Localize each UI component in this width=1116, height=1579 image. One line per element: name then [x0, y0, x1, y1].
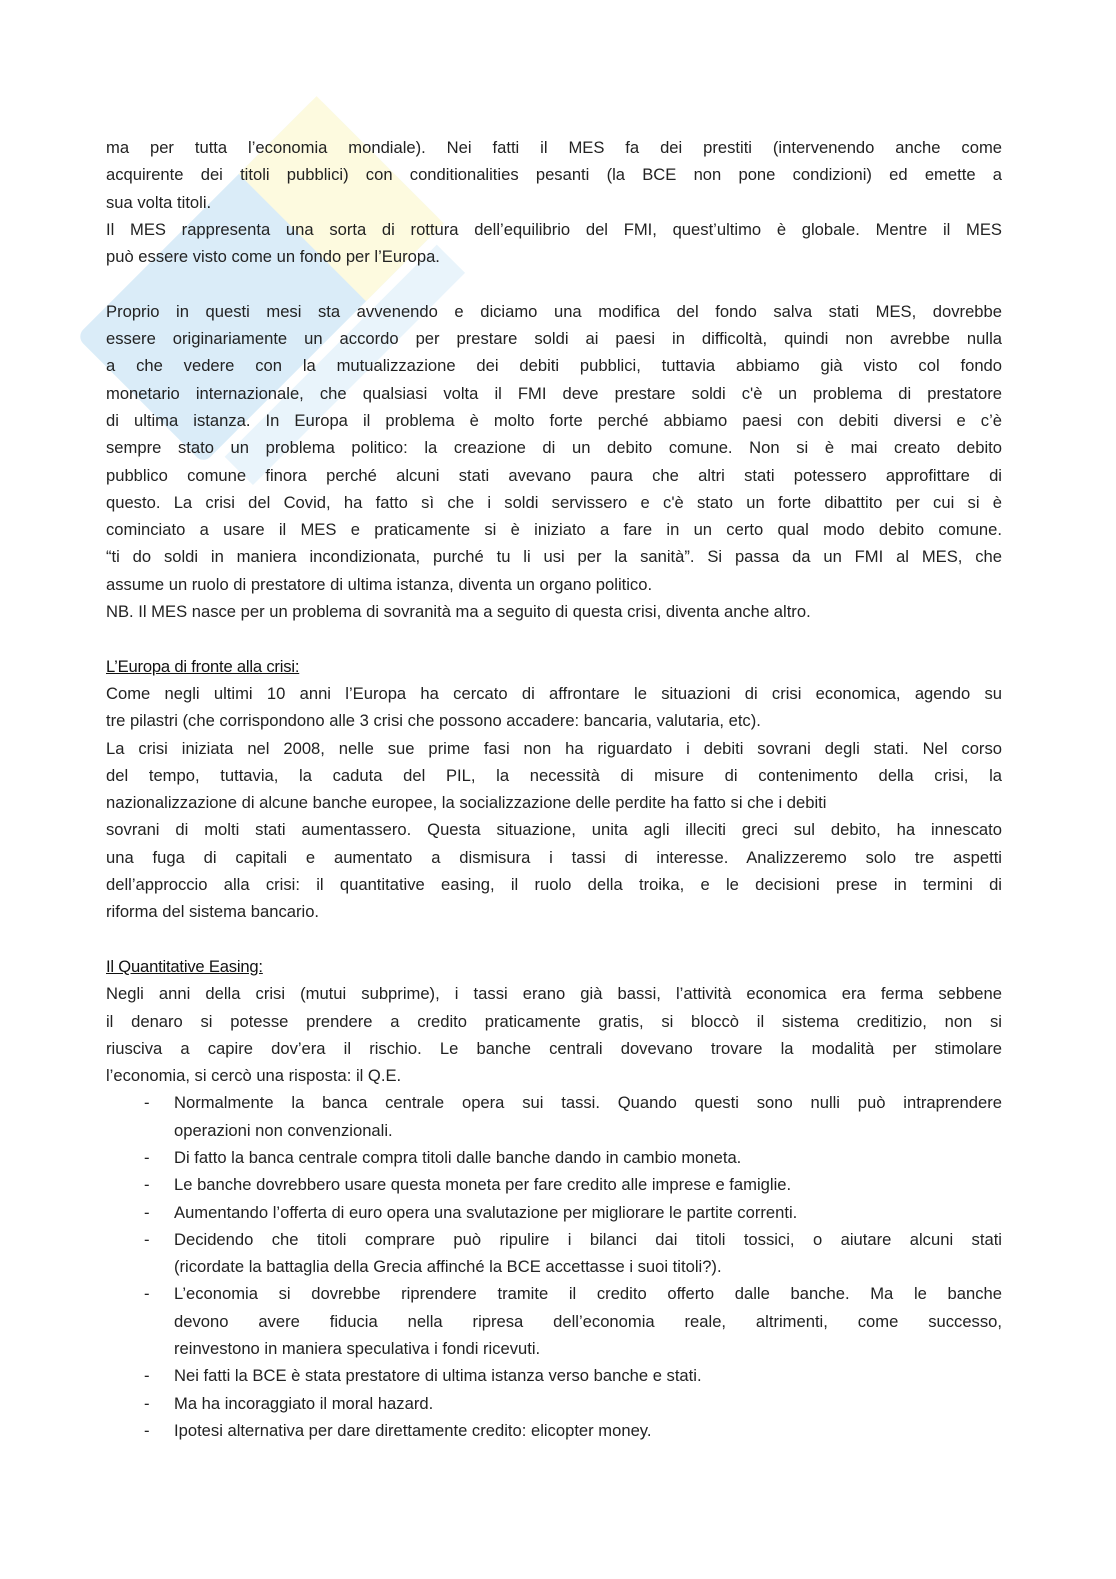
- text-line: NB. Il MES nasce per un problema di sovranità ma a seguito di questa crisi, diventa anche altro.: [106, 602, 811, 622]
- bullet-item: [106, 1089, 1002, 1144]
- text-line: devono avere fiducia nella ripresa dell’economia reale, altrimenti, come successo,: [174, 1311, 1002, 1331]
- bullet-item: [106, 1417, 1002, 1444]
- bullet-dash: -: [144, 1393, 150, 1413]
- text-line: reinvestono in maniera speculativa i fondi ricevuti.: [174, 1339, 541, 1359]
- text-line: ma per tutta l’economia mondiale). Nei fatti il MES fa dei prestiti (intervenendo anche come: [106, 138, 1002, 157]
- bullet-dash: -: [144, 1229, 150, 1249]
- text-line: Aumentando l’offerta di euro opera una svalutazione per migliorare le partite correnti.: [174, 1202, 798, 1222]
- text-line: sua volta titoli.: [106, 192, 212, 212]
- bullet-text: [174, 1089, 1002, 1144]
- text-line: a che vedere con la mutualizzazione dei debiti pubblici, tuttavia abbiamo già visto col fondo: [106, 356, 1002, 376]
- text-line: Normalmente la banca centrale opera sui tassi. Quando questi sono nulli può intraprendere: [174, 1093, 1002, 1113]
- blank-line: [106, 926, 1002, 953]
- text-line: tre pilastri (che corrispondono alle 3 crisi che possono accadere: bancaria, valutaria, etc).: [106, 711, 761, 731]
- text-line: essere originariamente un accordo per prestare soldi ai paesi in difficoltà, quindi non avrebbe nulla: [106, 329, 1002, 349]
- text-line: l’economia, si cercò una risposta: il Q.E.: [106, 1066, 402, 1086]
- text-line: sovrani di molti stati aumentassero. Questa situazione, unita agli illeciti greci sul debito, ha innescato: [106, 820, 1002, 840]
- bullet-text: [174, 1171, 1002, 1198]
- bullet-text: [174, 1390, 1002, 1417]
- paragraph: [106, 298, 1002, 598]
- text-line: riusciva a capire dov’era il rischio. Le banche centrali dovevano trovare la modalità per stimolare: [106, 1038, 1002, 1058]
- bullet-text: [174, 1199, 1002, 1226]
- text-line: acquirente dei titoli pubblici) con conditionalities pesanti (la BCE non pone condizioni) ed emette a: [106, 165, 1002, 185]
- text-line: del tempo, tuttavia, la caduta del PIL, la necessità di misure di contenimento della crisi, la: [106, 765, 1002, 785]
- text-line: Proprio in questi mesi sta avvenendo e diciamo una modifica del fondo salva stati MES, dovrebbe: [106, 301, 1002, 321]
- text-line: questo. La crisi del Covid, ha fatto sì che i soldi servissero e c'è stato un forte dibattito per cui si è: [106, 492, 1002, 512]
- text-line: cominciato a usare il MES e praticamente si è iniziato a fare in un certo qual modo debito comune.: [106, 520, 1002, 540]
- bullet-item: [106, 1390, 1002, 1417]
- bullet-item: [106, 1280, 1002, 1362]
- bullet-dash: -: [144, 1093, 150, 1113]
- section-heading: L’Europa di fronte alla crisi:: [106, 656, 300, 676]
- text-line: il denaro si potesse prendere a credito praticamente gratis, si bloccò il sistema creditizio, non si: [106, 1011, 1002, 1031]
- text-line: Come negli ultimi 10 anni l’Europa ha cercato di affrontare le situazioni di crisi economica, agendo su: [106, 683, 1002, 703]
- text-line: Nei fatti la BCE è stata prestatore di ultima istanza verso banche e stati.: [174, 1366, 702, 1386]
- document-body: [106, 134, 1002, 1444]
- bullet-dash: -: [144, 1147, 150, 1167]
- text-line: sempre stato un problema politico: la creazione di un debito comune. Non si è mai creato debito: [106, 438, 1002, 458]
- text-line: Ma ha incoraggiato il moral hazard.: [174, 1393, 434, 1413]
- paragraph: [106, 735, 1002, 926]
- bullet-text: [174, 1144, 1002, 1171]
- bullet-item: [106, 1171, 1002, 1198]
- text-line: dell’approccio alla crisi: il quantitative easing, il ruolo della troika, e le decisioni prese in termini di: [106, 875, 1002, 895]
- text-line: riforma del sistema bancario.: [106, 902, 320, 922]
- bullet-dash: -: [144, 1366, 150, 1386]
- section-heading: Il Quantitative Easing:: [106, 956, 263, 976]
- paragraph: [106, 680, 1002, 735]
- text-line: pubblico comune finora perché alcuni stati avevano paura che altri stati potessero approfittare di: [106, 465, 1002, 485]
- text-line: può essere visto come un fondo per l’Europa.: [106, 247, 440, 267]
- text-line: (ricordate la battaglia della Grecia affinché la BCE accettasse i suoi titoli?).: [174, 1257, 722, 1277]
- bullet-item: [106, 1144, 1002, 1171]
- text-line: “ti do soldi in maniera incondizionata, purché tu li usi per la sanità”. Si passa da un FMI al MES, che: [106, 547, 1002, 567]
- bullet-text: [174, 1226, 1002, 1281]
- bullet-dash: -: [144, 1202, 150, 1222]
- bullet-text: [174, 1417, 1002, 1444]
- text-line: monetario internazionale, che qualsiasi volta il FMI deve prestare soldi c'è un problema di prestatore: [106, 383, 1002, 403]
- text-line: operazioni non convenzionali.: [174, 1120, 393, 1140]
- paragraph: [106, 134, 1002, 216]
- paragraph: [106, 980, 1002, 1089]
- text-line: Ipotesi alternativa per dare direttamente credito: elicopter money.: [174, 1420, 652, 1440]
- text-line: Di fatto la banca centrale compra titoli dalle banche dando in cambio moneta.: [174, 1147, 742, 1167]
- blank-line: [106, 625, 1002, 652]
- text-line: nazionalizzazione di alcune banche europee, la socializzazione delle perdite ha fatto si che i debiti: [106, 793, 827, 813]
- bullet-dash: -: [144, 1420, 150, 1440]
- bullet-item: [106, 1362, 1002, 1389]
- bullet-dash: -: [144, 1175, 150, 1195]
- paragraph: [106, 216, 1002, 271]
- bullet-text: [174, 1280, 1002, 1362]
- bullet-item: [106, 1226, 1002, 1281]
- paragraph: [106, 598, 1002, 625]
- bullet-dash: -: [144, 1284, 150, 1304]
- text-line: La crisi iniziata nel 2008, nelle sue prime fasi non ha riguardato i debiti sovrani degli stati. Nel corso: [106, 738, 1002, 758]
- text-line: L’economia si dovrebbe riprendere tramite il credito offerto dalle banche. Ma le banche: [174, 1284, 1002, 1304]
- text-line: assume un ruolo di prestatore di ultima istanza, diventa un organo politico.: [106, 574, 653, 594]
- blank-line: [106, 270, 1002, 297]
- text-line: Decidendo che titoli comprare può ripulire i bilanci dai titoli tossici, o aiutare alcuni stati: [174, 1229, 1002, 1249]
- bullet-text: [174, 1362, 1002, 1389]
- bullet-item: [106, 1199, 1002, 1226]
- text-line: Le banche dovrebbero usare questa moneta per fare credito alle imprese e famiglie.: [174, 1175, 792, 1195]
- text-line: Negli anni della crisi (mutui subprime), i tassi erano già bassi, l’attività economica era ferma sebbene: [106, 984, 1002, 1004]
- text-line: di ultima istanza. In Europa il problema è molto forte perché abbiamo paesi con debiti diversi e c’è: [106, 410, 1002, 430]
- text-line: Il MES rappresenta una sorta di rottura dell’equilibrio del FMI, quest’ultimo è globale. Mentre il MES: [106, 219, 1002, 239]
- text-line: una fuga di capitali e aumentato a dismisura i tassi di interesse. Analizzeremo solo tre aspetti: [106, 847, 1002, 867]
